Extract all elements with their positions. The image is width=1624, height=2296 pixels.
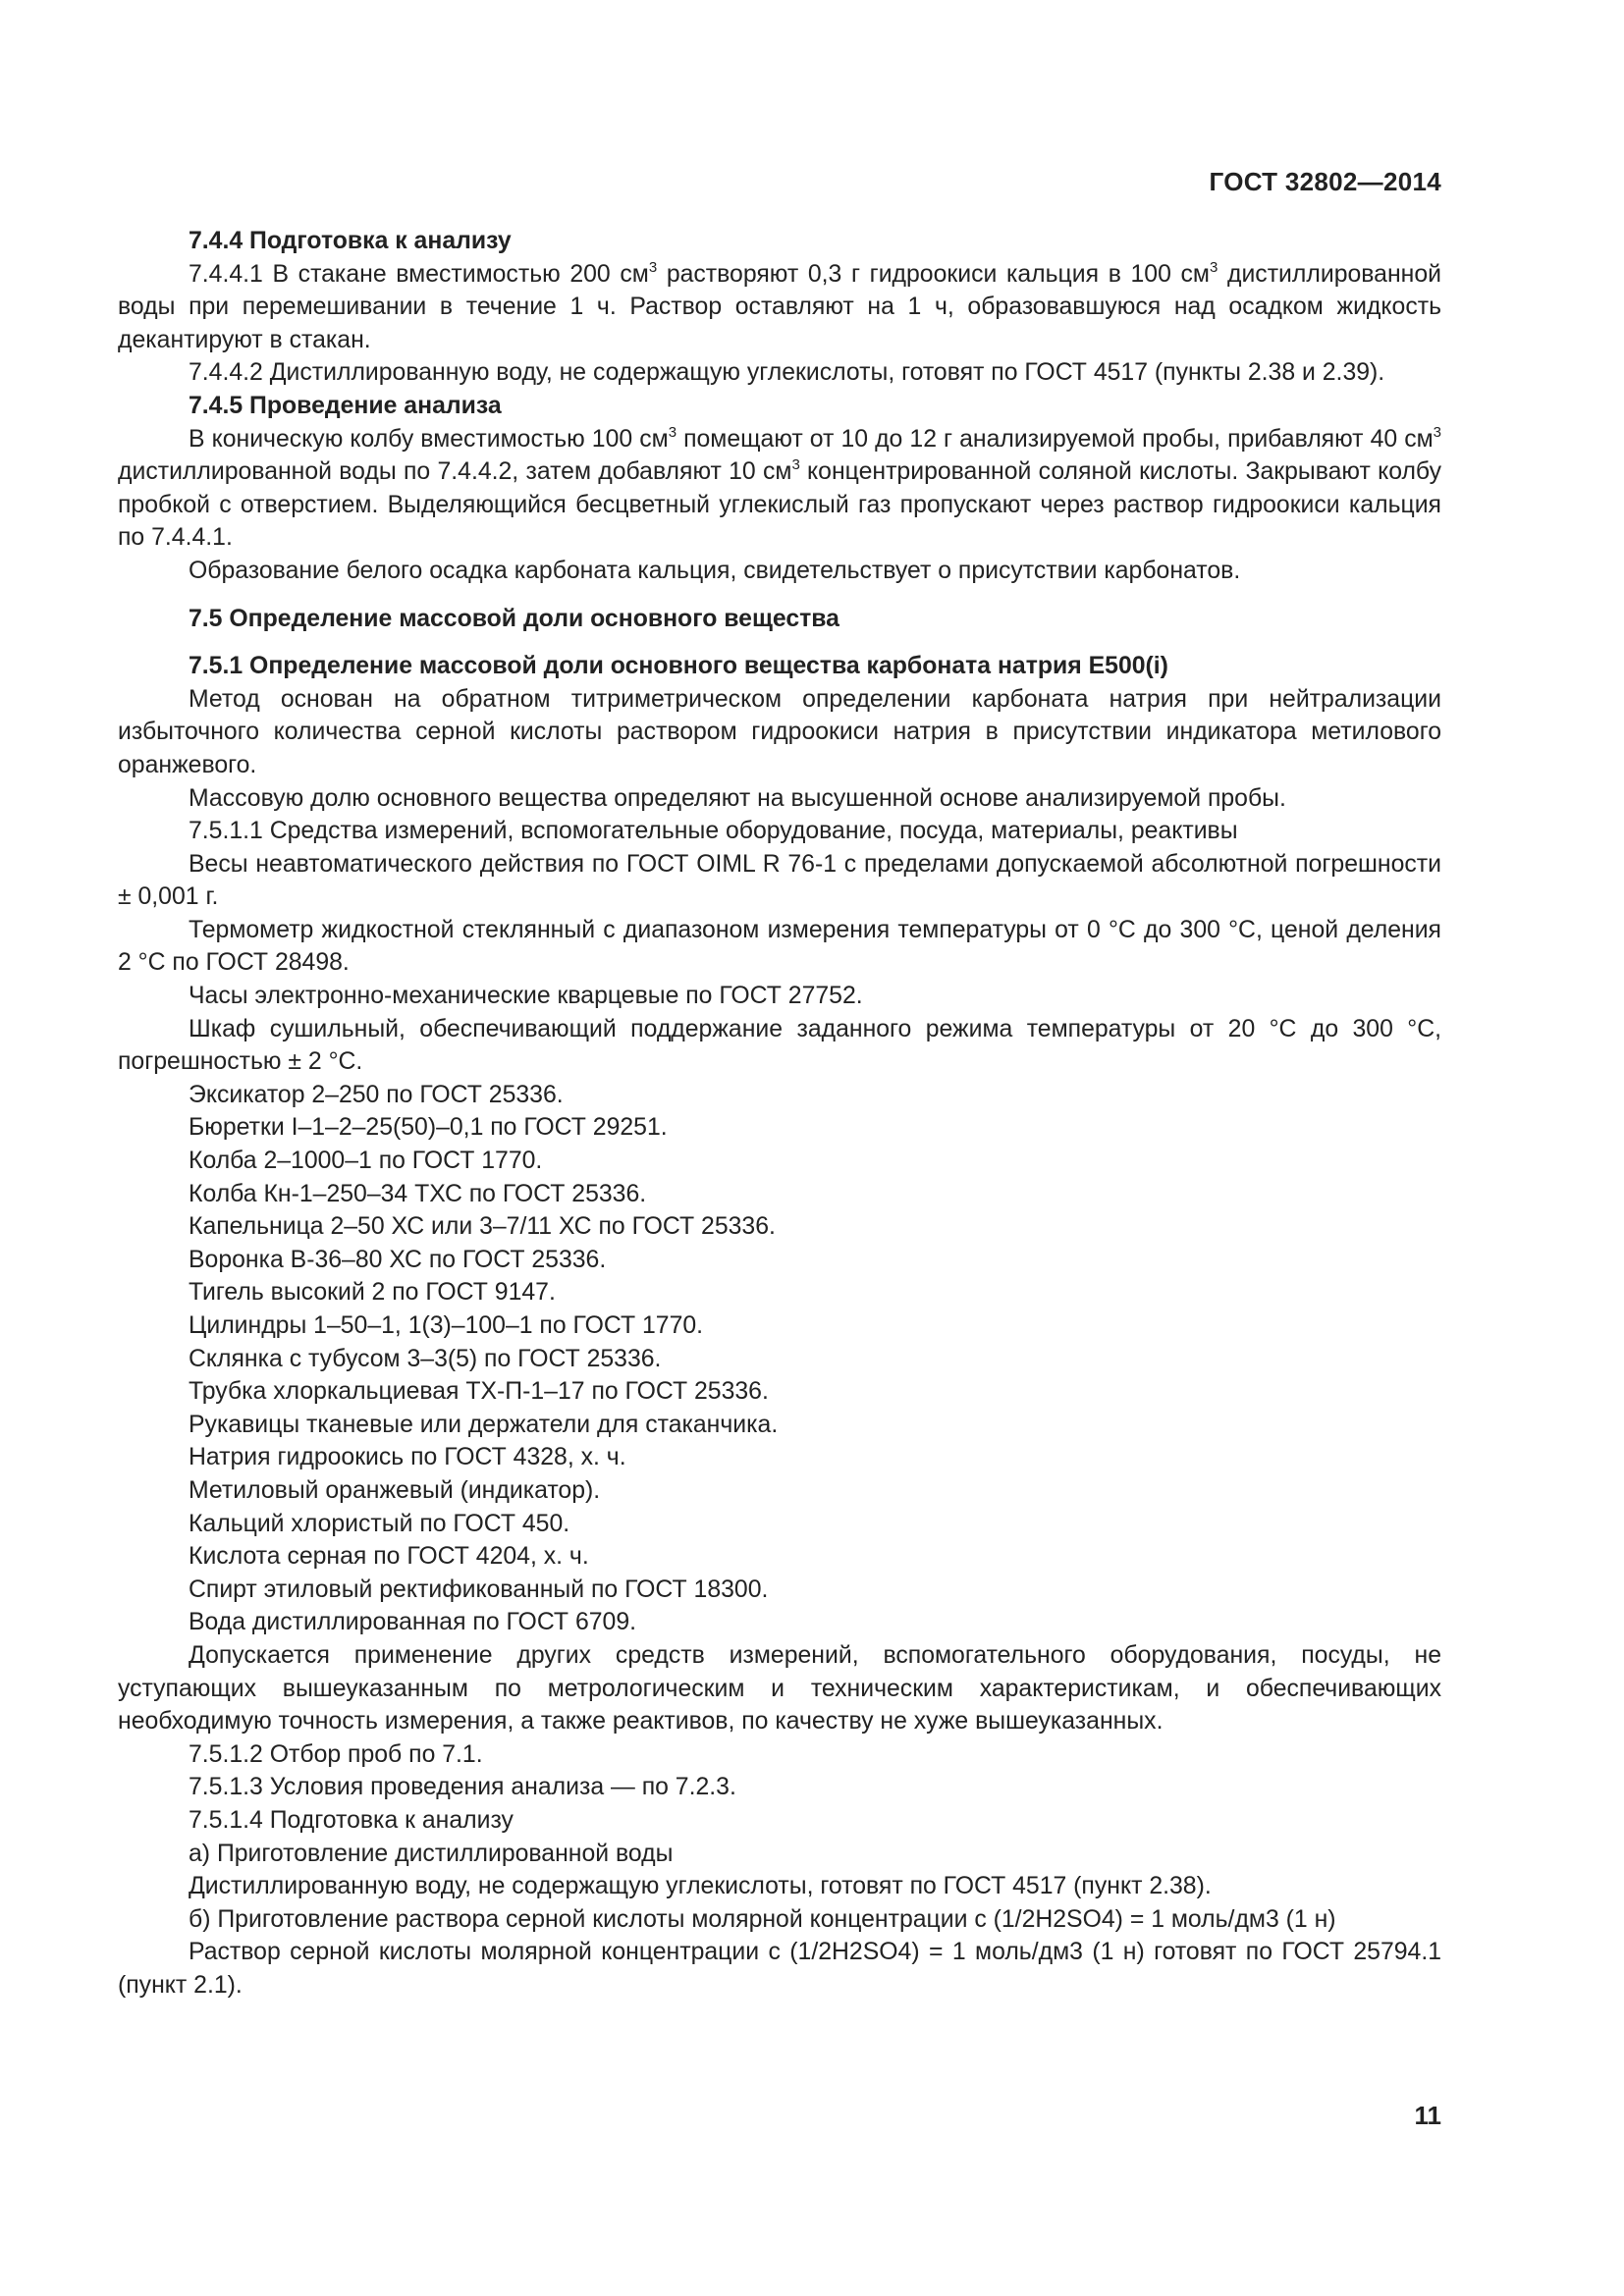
list-item: Вода дистиллированная по ГОСТ 6709. (189, 1609, 637, 1636)
section-heading-7-4-4: 7.4.4 Подготовка к анализу (189, 228, 512, 254)
text-run: дистиллированной воды по 7.4.4.2, затем добавляют 10 см (118, 458, 792, 486)
list-item: Кислота серная по ГОСТ 4204, х. ч. (189, 1543, 589, 1571)
paragraph-7-4-5-result: Образование белого осадка карбоната кальция, свидетельствует о присутствии карбонатов. (189, 557, 1241, 584)
document-body (118, 225, 1441, 2002)
list-item: Склянка с тубусом 3–3(5) по ГОСТ 25336. (189, 1345, 662, 1372)
list-item: Кальций хлористый по ГОСТ 450. (189, 1510, 570, 1537)
list-item: Натрия гидроокись по ГОСТ 4328, х. ч. (189, 1444, 626, 1471)
list-item: Капельница 2–50 ХС или 3–7/11 ХС по ГОСТ 25336. (189, 1213, 776, 1241)
paragraph-oven: Шкаф сушильный, обеспечивающий поддержание заданного режима температуры от 20 °С до 300 °С, погрешностью ± 2 °С. (118, 1015, 1441, 1076)
paragraph-7-5-1-3: 7.5.1.3 Условия проведения анализа — по 7.2.3. (189, 1774, 736, 1801)
text-run: 7.4.4.1 В стакане вместимостью 200 см (189, 260, 649, 288)
paragraph-dry-basis: Массовую долю основного вещества определяют на высушенной основе анализируемой пробы. (189, 784, 1286, 812)
text-run: растворяют 0,3 г гидроокиси кальция в 100 см (657, 260, 1210, 288)
paragraph-item-b: б) Приготовление раствора серной кислоты молярной концентрации с (1/2H2SO4) = 1 моль/дм3 (1 н) (189, 1905, 1336, 1933)
superscript: 3 (791, 456, 800, 474)
paragraph-7-4-4-2: 7.4.4.2 Дистиллированную воду, не содержащую углекислоты, готовят по ГОСТ 4517 (пункты 2.38 и 2.39). (189, 359, 1385, 387)
list-item: Метиловый оранжевый (индикатор). (189, 1476, 601, 1504)
text-run: В коническую колбу вместимостью 100 см (189, 425, 669, 453)
list-item: Цилиндры 1–50–1, 1(3)–100–1 по ГОСТ 1770. (189, 1312, 704, 1339)
list-item: Трубка хлоркальциевая ТХ-П-1–17 по ГОСТ 25336. (189, 1378, 769, 1406)
page-number: 11 (1414, 2101, 1441, 2130)
superscript: 3 (1433, 423, 1441, 441)
section-heading-7-5: 7.5 Определение массовой доли основного вещества (189, 605, 839, 632)
paragraph-method: Метод основан на обратном титриметрическом определении карбоната натрия при нейтрализации избыточного количества серной кислоты раствором гидроокиси натрия в присутствии индикатора метилового оранжевого. (118, 685, 1441, 778)
list-item: Колба Кн-1–250–34 ТХС по ГОСТ 25336. (189, 1180, 647, 1207)
text-run: дистиллированной воды при перемешивании в течение 1 ч. Раствор оставляют на 1 ч, образовавшуюся над осадком жидкость декантируют в стакан. (118, 260, 1441, 353)
list-item: Тигель высокий 2 по ГОСТ 9147. (189, 1279, 556, 1307)
standard-header: ГОСТ 32802—2014 (1209, 167, 1441, 196)
paragraph-allowed-alternatives: Допускается применение других средств измерений, вспомогательного оборудования, посуды, не уступающих вышеуказанным по метрологическим и техническим характеристикам, и обеспечивающих необходимую точность измерения, а также реактивов, по качеству не хуже вышеуказанных. (118, 1641, 1441, 1735)
paragraph-clock: Часы электронно-механические кварцевые по ГОСТ 27752. (189, 983, 863, 1010)
list-item: Воронка В-36–80 ХС по ГОСТ 25336. (189, 1246, 607, 1273)
list-item: Бюретки I–1–2–25(50)–0,1 по ГОСТ 29251. (189, 1114, 668, 1142)
text-run: концентрированной соляной кислоты. Закрывают колбу пробкой с отверстием. Выделяющийся бесцветный углекислый газ пропускают через раствор гидроокиси кальция по 7.4.4.1. (118, 458, 1441, 552)
section-heading-7-5-1: 7.5.1 Определение массовой доли основного вещества карбоната натрия E500(i) (189, 653, 1168, 680)
paragraph-item-a-text: Дистиллированную воду, не содержащую углекислоты, готовят по ГОСТ 4517 (пункт 2.38). (189, 1873, 1212, 1900)
paragraph-item-a: а) Приготовление дистиллированной воды (189, 1840, 674, 1867)
list-item: Колба 2–1000–1 по ГОСТ 1770. (189, 1148, 543, 1175)
superscript: 3 (1209, 258, 1218, 276)
paragraph-7-4-5-procedure (118, 423, 1441, 555)
section-heading-7-4-5: 7.4.5 Проведение анализа (189, 392, 502, 419)
text-run: помещают от 10 до 12 г анализируемой пробы, прибавляют 40 см (677, 425, 1434, 453)
list-item: Спирт этиловый ректификованный по ГОСТ 18300. (189, 1575, 769, 1603)
paragraph-scales: Весы неавтоматического действия по ГОСТ OIML R 76-1 с пределами допускаемой абсолютной погрешности ± 0,001 г. (118, 850, 1441, 911)
paragraph-7-5-1-4: 7.5.1.4 Подготовка к анализу (189, 1806, 514, 1834)
list-item: Эксикатор 2–250 по ГОСТ 25336. (189, 1081, 564, 1108)
paragraph-7-4-4-1 (118, 258, 1441, 357)
list-item: Рукавицы тканевые или держатели для стаканчика. (189, 1411, 779, 1438)
superscript: 3 (668, 423, 677, 441)
paragraph-7-5-1-1: 7.5.1.1 Средства измерений, вспомогательные оборудование, посуда, материалы, реактивы (189, 818, 1238, 845)
paragraph-7-5-1-2: 7.5.1.2 Отбор проб по 7.1. (189, 1740, 483, 1768)
paragraph-thermometer: Термометр жидкостной стеклянный с диапазоном измерения температуры от 0 °С до 300 °С, ценой деления 2 °С по ГОСТ 28498. (118, 916, 1441, 977)
paragraph-item-b-text: Раствор серной кислоты молярной концентрации с (1/2H2SO4) = 1 моль/дм3 (1 н) готовят по ГОСТ 25794.1 (пункт 2.1). (118, 1939, 1441, 1999)
superscript: 3 (648, 258, 658, 276)
